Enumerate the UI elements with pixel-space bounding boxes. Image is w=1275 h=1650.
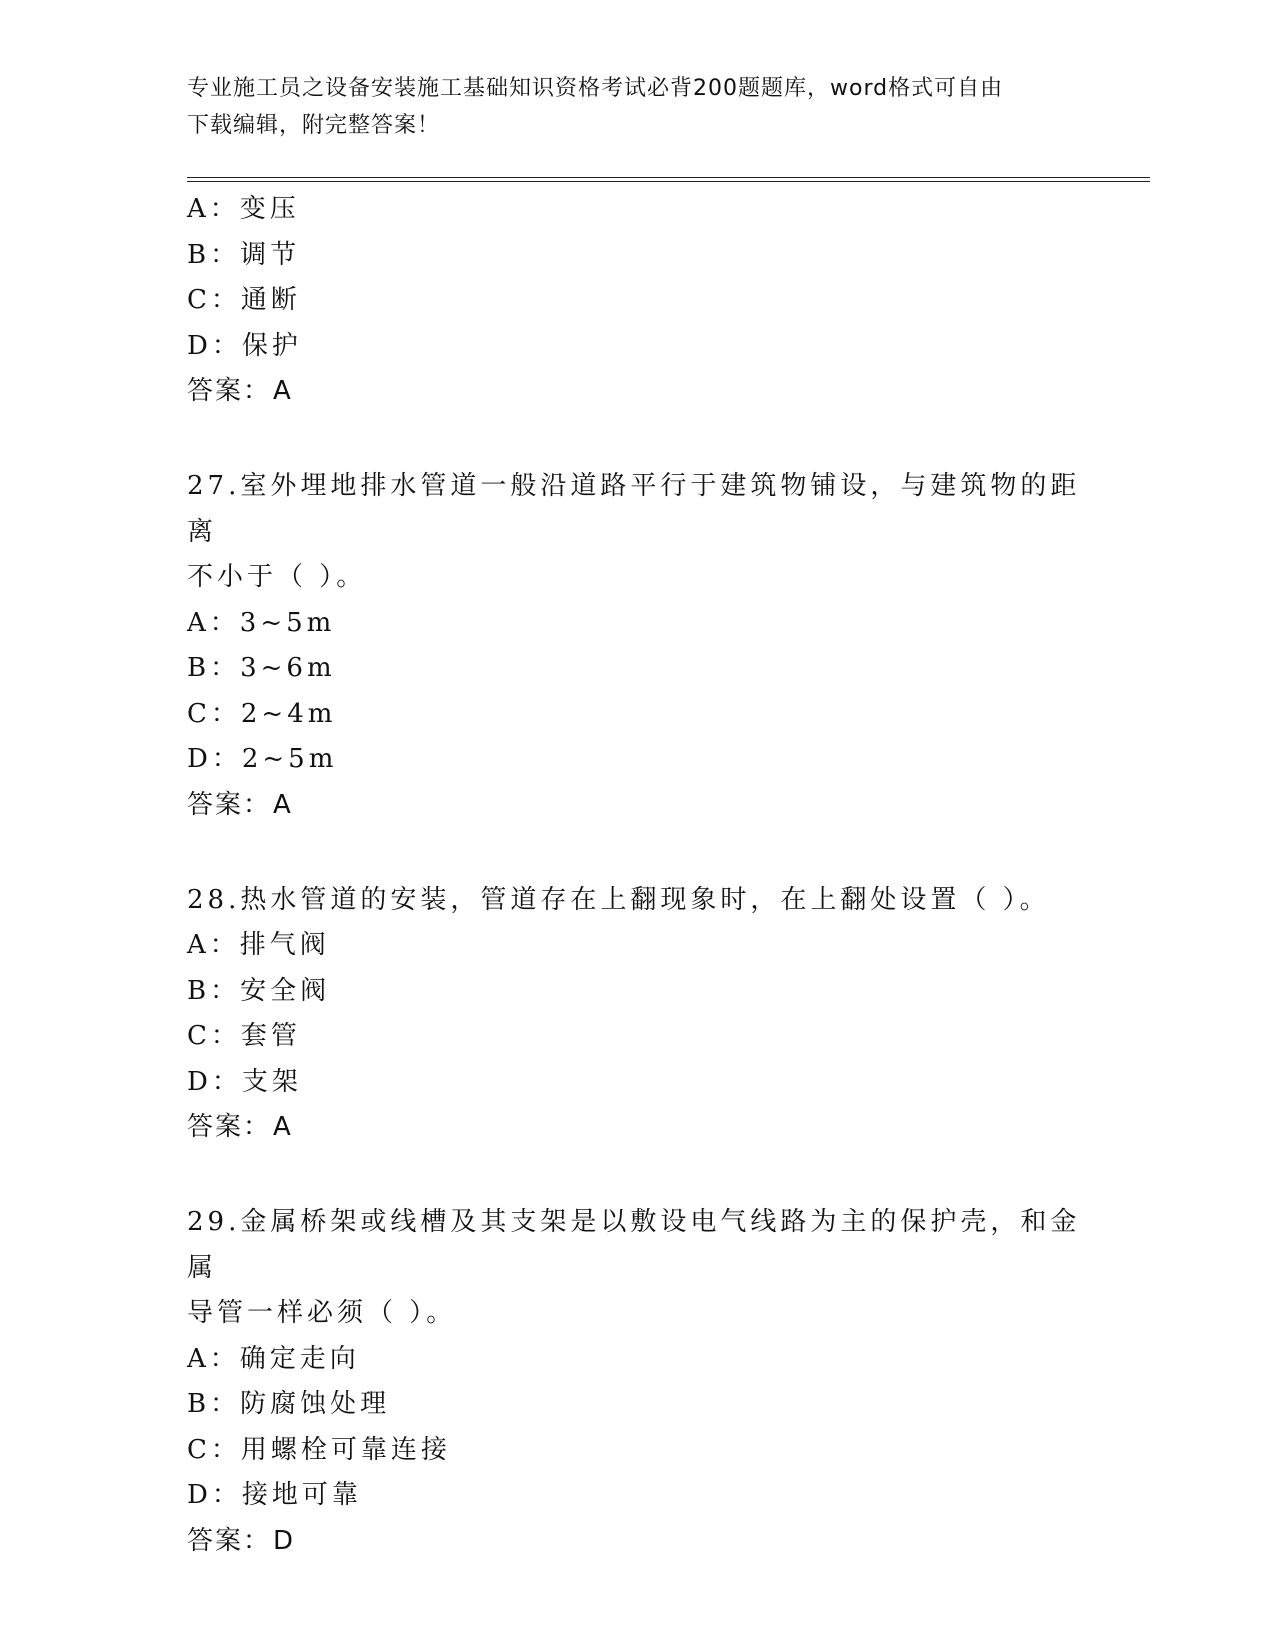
- option-a: A：变压: [187, 194, 300, 224]
- question-27: [187, 464, 1087, 828]
- header-divider-top: [187, 177, 1150, 178]
- answer-value: D: [273, 1525, 296, 1556]
- header-divider-bottom: [187, 181, 1150, 182]
- answer-value: A: [273, 1112, 293, 1142]
- header-line-1: 专业施工员之设备安装施工基础知识资格考试必背200题题库，word格式可自由: [187, 76, 1004, 101]
- document-header: [187, 70, 1067, 144]
- question-text-line-2: 不小于（ ）。: [187, 562, 367, 592]
- option-c: C：用螺栓可靠连接: [187, 1434, 451, 1465]
- option-d: D：接地可靠: [187, 1480, 362, 1510]
- header-line-2: 下载编辑，附完整答案！: [187, 113, 441, 138]
- option-b: B：3~6m: [187, 653, 336, 683]
- option-a: A：排气阀: [187, 930, 330, 960]
- option-b: B：调节: [187, 239, 301, 270]
- answer-label: 答案：: [187, 1525, 272, 1556]
- question-text-line-1: 29.金属桥架或线槽及其支架是以敷设电气线路为主的保护壳，和金属: [187, 1207, 1081, 1283]
- question-text-line-2: 导管一样必须（ ）。: [187, 1298, 457, 1328]
- option-a: A：3~5m: [187, 607, 336, 638]
- question-text-line-1: 28.热水管道的安装，管道存在上翻现象时，在上翻处设置（ ）。: [187, 884, 1050, 915]
- question-text: [187, 1200, 1087, 1337]
- answer-label: 答案：: [187, 1112, 272, 1142]
- option-c: C：2~4m: [187, 698, 337, 729]
- question-list: [187, 187, 1087, 1564]
- answer-value: A: [273, 376, 293, 406]
- option-d: D：2~5m: [187, 744, 338, 774]
- option-d: D：保护: [187, 330, 302, 361]
- question-text-line-1: 27.室外埋地排水管道一般沿道路平行于建筑物铺设，与建筑物的距离: [187, 471, 1081, 547]
- question-29: [187, 1200, 1087, 1564]
- answer-value: A: [273, 789, 293, 820]
- option-d: D：支架: [187, 1066, 302, 1097]
- question-28: [187, 878, 1087, 1151]
- answer-label: 答案：: [187, 376, 272, 406]
- question-text: [187, 464, 1087, 601]
- option-c: C：套管: [187, 1021, 301, 1051]
- option-c: C：通断: [187, 285, 301, 315]
- answer-line: [187, 1105, 1087, 1150]
- option-b: B：防腐蚀处理: [187, 1389, 391, 1419]
- answer-line: [187, 783, 1087, 828]
- option-a: A：确定走向: [187, 1343, 360, 1374]
- option-b: B：安全阀: [187, 975, 331, 1006]
- question-26-continued: [187, 187, 1087, 414]
- question-text: [187, 878, 1087, 924]
- answer-line: [187, 1519, 1087, 1564]
- answer-line: [187, 369, 1087, 414]
- answer-label: 答案：: [187, 789, 272, 820]
